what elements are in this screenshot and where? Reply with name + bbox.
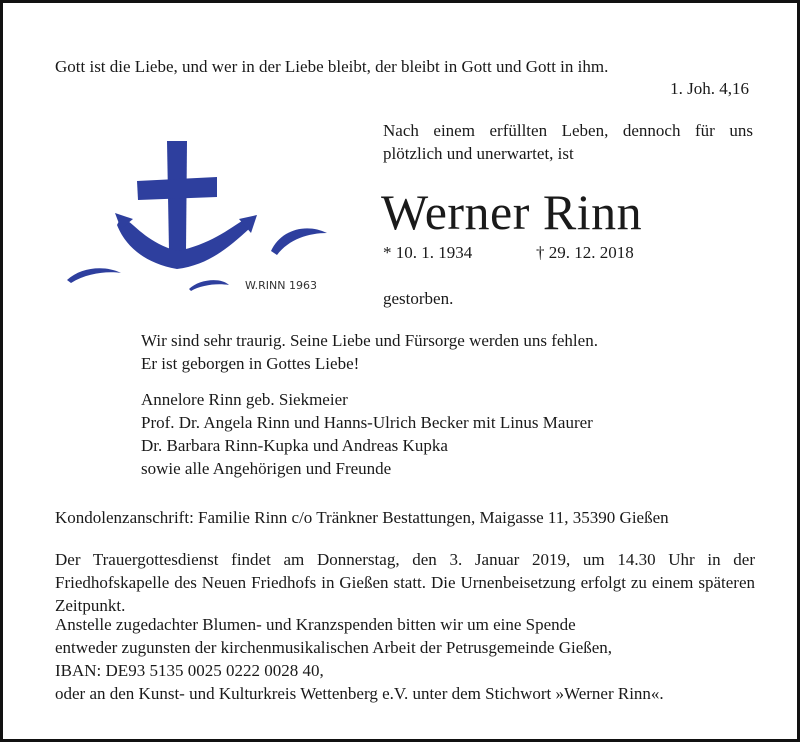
donation-line: IBAN: DE93 5135 0025 0222 0028 40, bbox=[55, 661, 324, 680]
message-line: Wir sind sehr traurig. Seine Liebe und Fürsorge werden uns fehlen. bbox=[141, 331, 598, 350]
deceased-name: Werner Rinn bbox=[381, 184, 643, 240]
donation-line: oder an den Kunst- und Kulturkreis Wettenberg e.V. unter dem Stichwort »Werner Rinn«. bbox=[55, 684, 664, 703]
mourner: Dr. Barbara Rinn-Kupka und Andreas Kupka bbox=[141, 436, 448, 455]
intro-text: Nach einem erfüllten Leben, dennoch für uns plötzlich und unerwartet, ist bbox=[383, 121, 753, 163]
status-text: gestorben. bbox=[383, 289, 454, 308]
donation-line: Anstelle zugedachter Blumen- und Kranzspenden bitten wir um eine Spende bbox=[55, 615, 576, 634]
service-info: Der Trauergottesdienst findet am Donnerstag, den 3. Januar 2019, um 14.30 Uhr in der Friedhofskapelle des Neuen Friedhofs in Gießen statt. Die Urnenbeisetzung erfolgt zu einem späteren Zeitpunkt. bbox=[55, 550, 755, 615]
anchor-cross-icon bbox=[59, 133, 331, 303]
mourners-list bbox=[141, 388, 741, 480]
message-line: Er ist geborgen in Gottes Liebe! bbox=[141, 354, 360, 373]
logo bbox=[59, 133, 331, 308]
donation-info bbox=[55, 613, 755, 705]
message-block bbox=[141, 329, 741, 375]
death-date: † 29. 12. 2018 bbox=[536, 243, 634, 262]
donation-line: entweder zugunsten der kirchenmusikalischen Arbeit der Petrusgemeinde Gießen, bbox=[55, 638, 613, 657]
bible-verse: Gott ist die Liebe, und wer in der Liebe bleibt, der bleibt in Gott und Gott in ihm. bbox=[55, 57, 609, 76]
birth-date: * 10. 1. 1934 bbox=[383, 243, 473, 262]
logo-caption: W.RINN 1963 bbox=[245, 279, 317, 292]
condolence-address: Kondolenzanschrift: Familie Rinn c/o Tränkner Bestattungen, Maigasse 11, 35390 Gießen bbox=[55, 508, 669, 527]
mourner: Annelore Rinn geb. Siekmeier bbox=[141, 390, 348, 409]
mourner: sowie alle Angehörigen und Freunde bbox=[141, 459, 392, 478]
bible-reference: 1. Joh. 4,16 bbox=[670, 79, 749, 98]
mourner: Prof. Dr. Angela Rinn und Hanns-Ulrich Becker mit Linus Maurer bbox=[141, 413, 593, 432]
